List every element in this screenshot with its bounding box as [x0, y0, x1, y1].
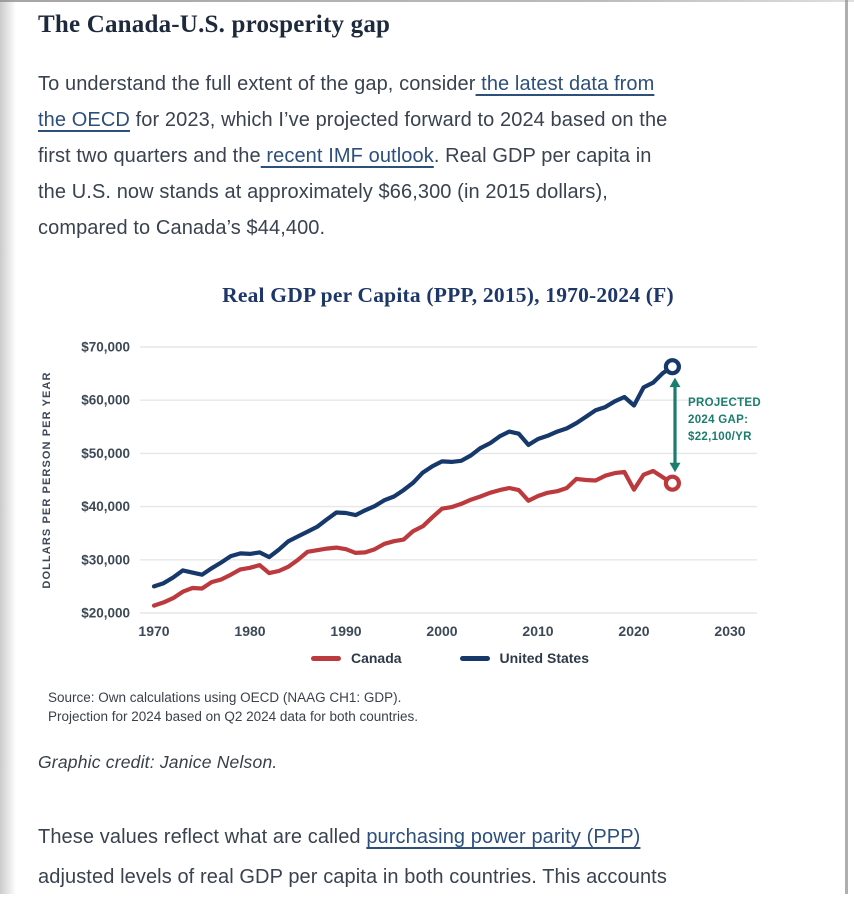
x-tick-label: 2020 — [618, 623, 650, 639]
y-tick-label: $50,000 — [81, 445, 130, 461]
y-tick-label: $60,000 — [81, 392, 130, 408]
text-run: the U.S. now stands at approximately $66,300 (in 2015 dollars), — [38, 181, 608, 203]
y-axis-title: DOLLARS PER PERSON PER YEAR — [41, 371, 53, 589]
text-run: These values reflect what are called — [38, 826, 367, 848]
oecd-data-link[interactable]: the latest data from — [475, 73, 655, 95]
legend-label: Canada — [350, 650, 402, 666]
chart-source-note — [48, 688, 814, 726]
us-endpoint-marker — [666, 360, 679, 373]
canada-endpoint-marker — [666, 477, 679, 490]
gap-arrowhead-down — [670, 463, 681, 473]
x-tick-label: 1970 — [138, 623, 170, 639]
legend-swatch — [460, 656, 490, 661]
x-tick-label: 2030 — [714, 623, 746, 639]
legend-item-canada — [311, 650, 402, 666]
page-right-edge — [845, 0, 848, 894]
x-tick-label: 2010 — [522, 623, 554, 639]
gap-annotation-label: PROJECTED 2024 GAP: $22,100/YR — [688, 397, 761, 443]
text-run: compared to Canada’s $44,400. — [38, 217, 326, 239]
source-line-1: Source: Own calculations using OECD (NAAG CH1: GDP). — [48, 690, 402, 705]
chart-legend — [30, 650, 810, 666]
y-tick-label: $40,000 — [81, 499, 130, 515]
imf-outlook-link[interactable]: recent IMF outlook — [260, 145, 434, 167]
oecd-data-link[interactable]: the OECD — [38, 109, 130, 131]
ppp-link[interactable]: purchasing power parity (PPP) — [366, 826, 641, 848]
legend-swatch — [311, 656, 341, 661]
chart-figure — [30, 282, 810, 666]
gap-arrowhead-up — [670, 378, 681, 388]
y-tick-label: $70,000 — [81, 339, 130, 355]
closing-paragraph — [38, 817, 814, 897]
graphic-credit: Graphic credit: Janice Nelson. — [38, 752, 278, 772]
text-run: adjusted levels of real GDP per capita in both countries. This accounts — [38, 866, 667, 888]
legend-item-united-states — [460, 650, 589, 666]
intro-paragraph — [38, 66, 814, 246]
canada-line — [154, 471, 672, 606]
text-run: first two quarters and the — [38, 145, 261, 167]
y-tick-label: $30,000 — [81, 552, 130, 568]
legend-label: United States — [499, 650, 590, 666]
source-line-2: Projection for 2024 based on Q2 2024 data for both countries. — [48, 709, 418, 724]
text-run: To understand the full extent of the gap, consider — [38, 73, 476, 95]
gdp-chart — [30, 322, 810, 644]
article-heading: The Canada-U.S. prosperity gap — [38, 11, 391, 38]
x-tick-label: 1980 — [234, 623, 266, 639]
text-run: . Real GDP per capita in — [433, 145, 652, 167]
chart-title: Real GDP per Capita (PPP, 2015), 1970-2024 (F) — [222, 283, 674, 307]
text-run: for 2023, which I’ve projected forward to 2024 based on the — [129, 109, 668, 131]
x-tick-label: 1990 — [330, 623, 362, 639]
x-tick-label: 2000 — [426, 623, 458, 639]
y-tick-label: $20,000 — [81, 605, 130, 621]
